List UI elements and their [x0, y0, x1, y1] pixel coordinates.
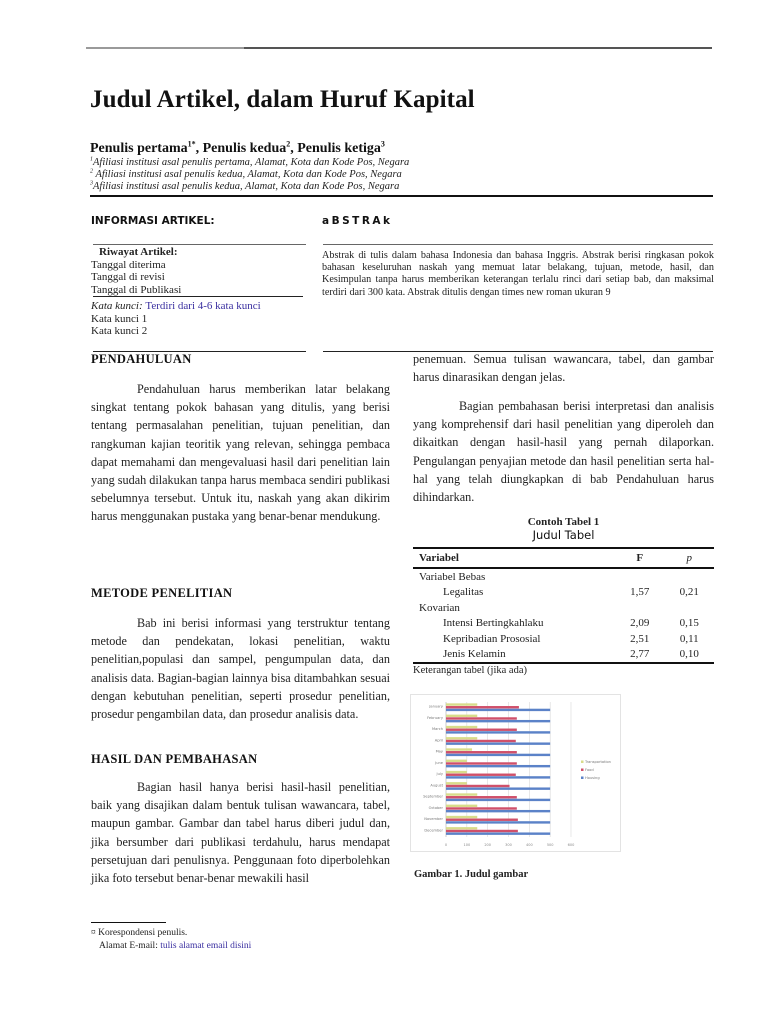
table-note: Keterangan tabel (jika ada) [413, 665, 527, 676]
svg-text:December: December [424, 828, 443, 833]
email-link[interactable]: tulis alamat email disini [160, 941, 252, 951]
table-row: Kovarian [419, 601, 460, 614]
section-heading-pendahuluan: PENDAHULUAN [91, 352, 192, 366]
svg-text:February: February [427, 715, 443, 720]
svg-text:March: March [432, 727, 443, 732]
footnote-marker: ¤ [91, 928, 96, 938]
table-row: Jenis Kelamin 2,77 0,10 [413, 647, 714, 664]
paragraph-metode: Bab ini berisi informasi yang terstruktur tentang metode dan pendekatan, lokasi penelitian, waktu penelitian,populasi dan sampel, pengumpulan data, dan analisis data. Bagian-bagian lainnya bisa ditambahkan sesuai dengan kebutuhan penelitian, seperti prosedur penelitian, prosedur pengambilan data, dan prosedur analisis data. [91, 616, 390, 722]
abstract-text: Abstrak di tulis dalam bahasa Indonesia dan bahasa Inggris. Abstrak berisi ringkasan pokok bahasan keseluruhan naskah yang memuat latar belakang, tujuan, metode, hasil, dan Kesimpulan tanpa harus memberikan keterangan terlalu rinci dari setiap bab, dan maksimal terdiri dari 300 kata. Abstrak ditulis dengan times new roman ukuran 9 [322, 250, 714, 298]
affiliation: $^2$ Afiliasi institusi asal penulis kedua, Alamat, Kota dan Kode Pos, Negara [90, 168, 402, 180]
history-heading: Riwayat Artikel: [99, 246, 178, 258]
table-row: Variabel Bebas [419, 570, 486, 583]
footnote-correspondence: ¤ Korespondensi penulis. [91, 928, 188, 938]
info-divider-mid [93, 296, 303, 297]
history-item: Tanggal di revisi [91, 271, 165, 283]
author-sup: 2 [286, 139, 291, 149]
table-row: Intensi Bertingkahlaku 2,09 0,15 [443, 617, 699, 630]
top-rule-right [244, 47, 712, 49]
author-name: Penulis ketiga [297, 141, 381, 156]
svg-text:August: August [430, 783, 443, 788]
svg-text:May: May [435, 749, 443, 754]
keywords-label: Kata kunci [91, 300, 139, 312]
svg-text:500: 500 [546, 843, 554, 847]
results-table [413, 547, 714, 664]
svg-text:600: 600 [567, 843, 575, 847]
footnote-email: Alamat E-mail: tulis alamat email disini [99, 941, 252, 951]
author-list: Penulis pertama$^{1*}$, Penulis kedua$^2$, Penulis ketiga$^3$ [90, 139, 385, 156]
figure-caption: Gambar 1. Judul gambar [414, 869, 529, 880]
svg-text:June: June [435, 760, 443, 765]
paragraph-pendahuluan: Pendahuluan harus memberikan latar belakang singkat tentang pokok bahasan yang ditulis, yang berisi tentang permasalahan penelitian, tujuan penelitian, dan rangkuman kajian teoritik yang relevan, sehingga pembaca dapat memahami dan mengevaluasi hasil dari penelitian lain yang sudah dilakukan tanpa harus membaca sendiri publikasi sebelumnya tersebut. Untuk itu, naskah yang akan dikirim harus menggunakan pustaka yang benar-benar mendukung. [91, 382, 390, 524]
affiliation: $^1$Afiliasi institusi asal penulis pertama, Alamat, Kota dan Kode Pos, Negara [90, 156, 410, 168]
column-header: F [615, 548, 665, 568]
figure-chart [410, 694, 621, 852]
abstract-heading: aBSTRAk [322, 215, 393, 227]
svg-text:July: July [436, 772, 443, 777]
svg-text:400: 400 [525, 843, 533, 847]
affiliation: $^3$Afiliasi institusi asal penulis kedua, Alamat, Kota dan Kode Pos, Negara [90, 180, 400, 192]
svg-text:100: 100 [463, 843, 471, 847]
header-divider [90, 195, 713, 197]
article-info-heading: INFORMASI ARTIKEL: [91, 215, 215, 227]
history-item: Tanggal di Publikasi [91, 283, 182, 296]
footnote-rule [91, 922, 166, 923]
svg-text:200: 200 [484, 843, 492, 847]
table-row: Kepribadian Prososial 2,51 0,11 [443, 632, 699, 645]
abstract-divider-top [323, 244, 713, 245]
top-rule-left [86, 47, 244, 49]
section-heading-metode: METODE PENELITIAN [91, 586, 233, 600]
svg-text:0: 0 [444, 843, 448, 847]
author-name: Penulis pertama [90, 141, 188, 156]
paragraph-pembahasan: Bagian pembahasan berisi interpretasi dan analisis yang komprehensif dari hasil penelitian yang diperoleh dan dikaitkan dengan hasil-hasil yang pernah dilaporkan. Pengulangan penyajian metode dan hasil penelitian serta hal-hal yang telah diungkapkan di bab Pendahuluan harus dihindarkan. [413, 399, 714, 505]
article-title: Judul Artikel, dalam Huruf Kapital [90, 86, 475, 113]
section-heading-hasil: HASIL DAN PEMBAHASAN [91, 752, 258, 766]
paragraph-hasil: Bagian hasil hanya berisi hasil-hasil penelitian, baik yang disajikan dalam bentuk tulisan wawancara, tabel, maupun gambar. Gambar dan tabel harus diberi judul dan, jika bersumber dari publikasi terdahulu, harus mendapat persetujuan dari penulisnya. Penggunaan foto diperbolehkan jika foto tersebut benar-benar mewakili hasil [91, 780, 390, 886]
svg-text:Housing: Housing [585, 776, 600, 780]
svg-text:November: November [424, 817, 443, 822]
bar-chart [411, 695, 620, 851]
author-name: Penulis kedua [202, 141, 287, 156]
svg-text:300: 300 [505, 843, 512, 847]
table-row: Legalitas 1,57 0,21 [443, 586, 699, 599]
keyword: Kata kunci 2 [91, 325, 148, 337]
svg-text:October: October [428, 805, 443, 810]
column-header: p [665, 548, 715, 568]
keywords-block: Kata kunci: Terdiri dari 4-6 kata kunci Kata kunci 1 Kata kunci 2 [91, 300, 306, 338]
table-header-row [413, 548, 714, 568]
table-number: Contoh Tabel 1 [527, 516, 600, 528]
keyword: Kata kunci 1 [91, 312, 148, 325]
column-header: Variabel [413, 548, 615, 568]
keywords-hint: Terdiri dari 4-6 kata kunci [145, 300, 261, 312]
svg-text:April: April [434, 738, 443, 743]
svg-text:Transportation: Transportation [585, 760, 611, 764]
article-history [91, 246, 306, 296]
paragraph-hasil-continued: penemuan. Semua tulisan wawancara, tabel, dan gambar harus dinarasikan dengan jelas. [413, 352, 714, 385]
author-sup: 3 [380, 139, 385, 149]
svg-text:January: January [429, 704, 443, 709]
svg-text:September: September [423, 794, 443, 799]
history-item: Tanggal diterima [91, 258, 166, 271]
table-title: Judul Tabel [532, 528, 595, 542]
table-caption [413, 516, 714, 542]
svg-text:Food: Food [585, 768, 594, 772]
author-sup: 1* [187, 139, 196, 149]
